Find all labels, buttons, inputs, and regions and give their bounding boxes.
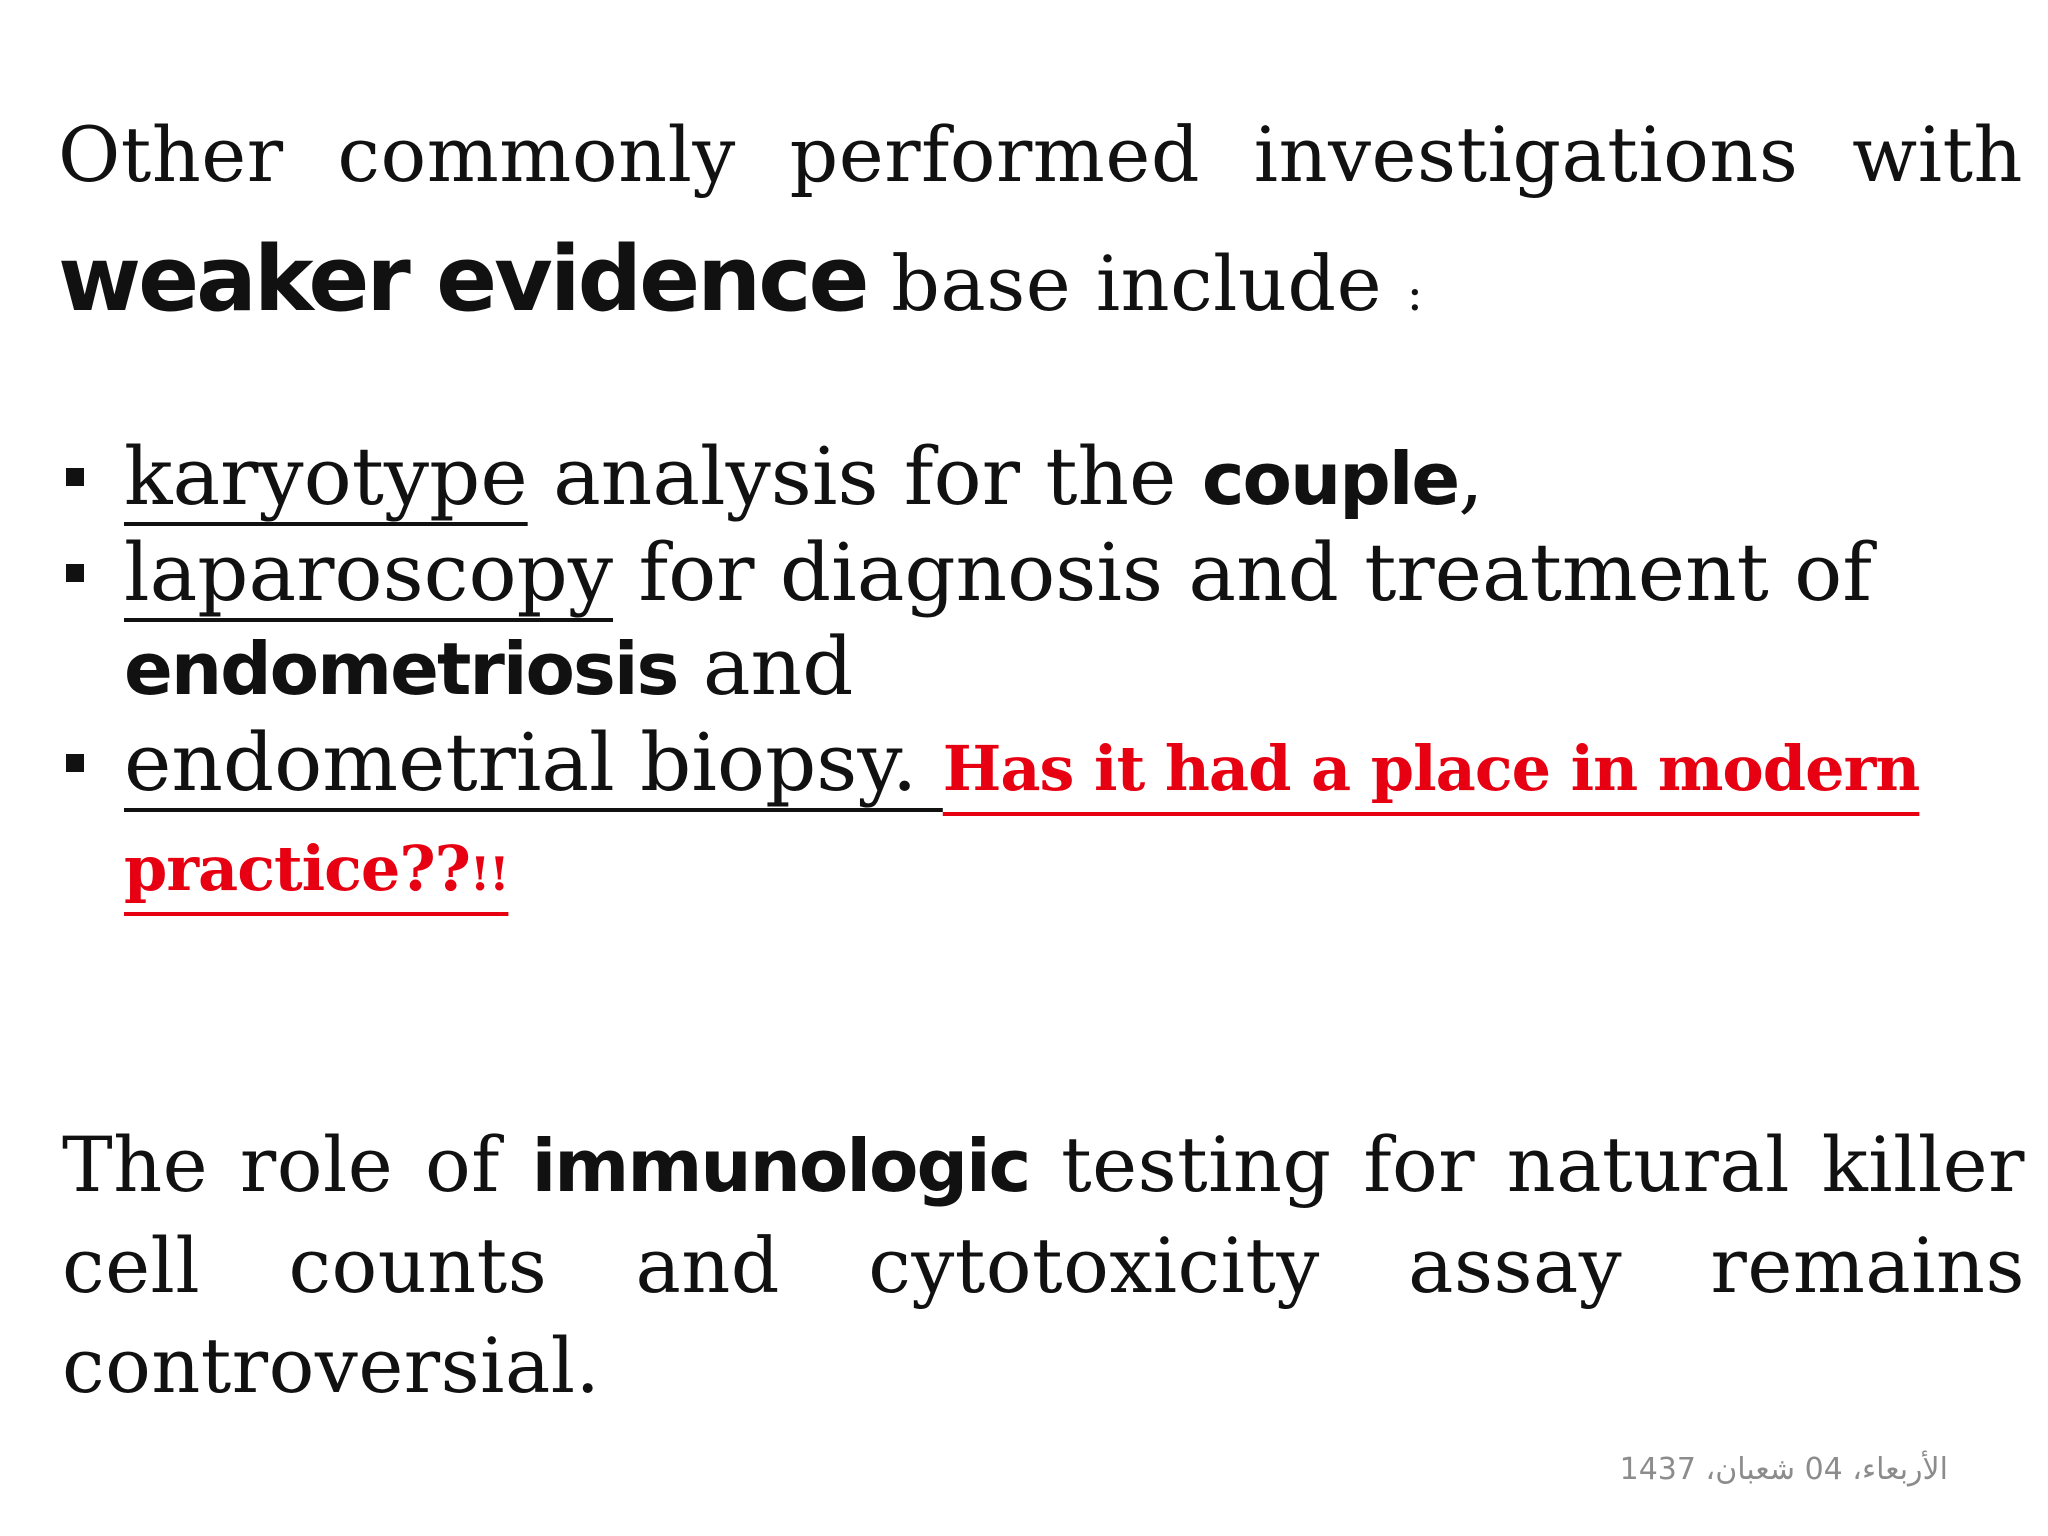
bullet-square-icon: [66, 468, 84, 486]
intro-text-after: base include: [866, 239, 1407, 328]
practice-question-tail: !!: [470, 847, 509, 901]
intro-colon: :: [1406, 266, 1424, 322]
bullet-laparoscopy: [0, 526, 2024, 716]
bullet-endometrial-biopsy: [0, 716, 2024, 921]
intro-emphasis: weaker evidence: [58, 227, 867, 332]
closing-text-after: testing for natural killer cell counts and cytotoxicity assay remains controversial.: [62, 1120, 2025, 1410]
bullet-trailing: ,: [1458, 430, 1484, 523]
bullet-text: analysis for the: [527, 430, 1202, 523]
closing-text-before: The role of: [62, 1120, 532, 1209]
bullet-list: [0, 430, 2048, 921]
bullet-bold-term: couple: [1201, 437, 1459, 521]
bullet-underlined-term: endometrial biopsy.: [124, 716, 943, 809]
bullet-bold-term: endometriosis: [124, 627, 678, 711]
practice-question-text: Has it had a place in modern practice??: [124, 732, 1920, 905]
closing-bold-term: immunologic: [531, 1124, 1030, 1208]
bullet-square-icon: [66, 754, 84, 772]
footer-date: الأربعاء، 04 شعبان، 1437: [1619, 1452, 1948, 1487]
bullet-trailing: and: [677, 620, 854, 713]
bullet-underlined-term: karyotype: [124, 430, 528, 523]
bullet-underlined-term: laparoscopy: [124, 526, 614, 619]
bullet-square-icon: [66, 564, 84, 582]
intro-paragraph: [58, 92, 2023, 357]
closing-paragraph: [62, 1115, 2025, 1416]
intro-text-before: Other commonly performed investigations with: [58, 110, 2023, 199]
bullet-text: for diagnosis and treatment of: [613, 526, 1872, 619]
bullet-karyotype: [0, 430, 2024, 526]
